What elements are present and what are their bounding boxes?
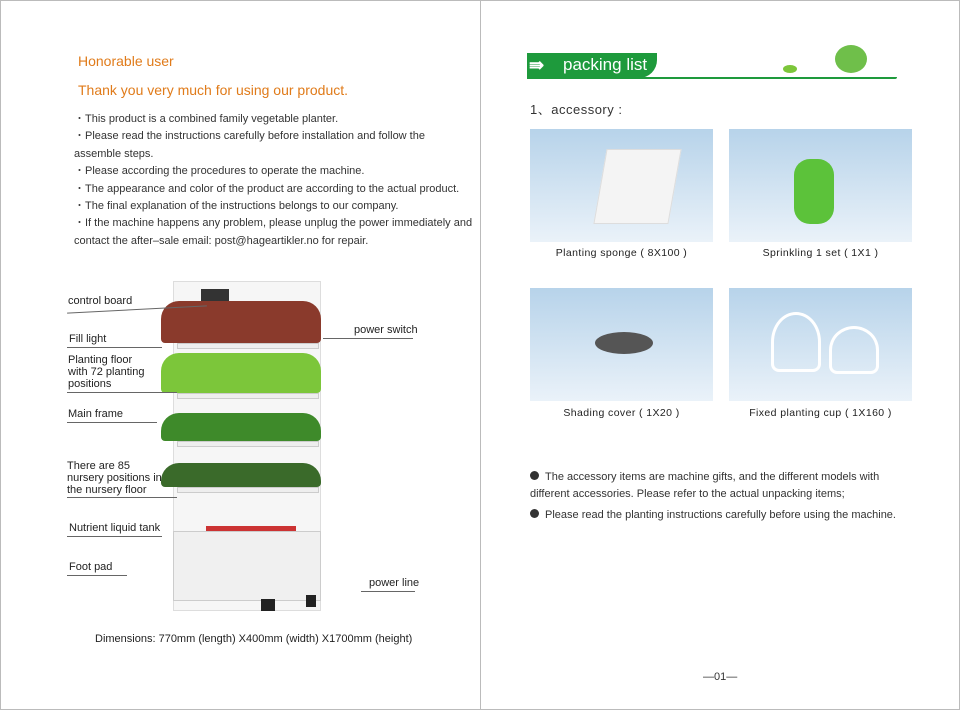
label-main-frame: Main frame (68, 408, 124, 420)
intro-list (74, 111, 474, 250)
intro-item: ・Please read the instructions carefully before installation and follow the assemble steps. (74, 130, 425, 160)
arrow-icon: ⇛ (529, 55, 545, 75)
label-control-board: control board (68, 295, 133, 307)
intro-item: ・The final explanation of the instructions belongs to our company. (74, 200, 399, 213)
thanks-heading: Thank you very much for using our product. (78, 82, 349, 98)
section-title: 1、accessory : (530, 102, 623, 117)
item-caption: Fixed planting cup ( 1X160 ) (749, 407, 892, 419)
packing-list-title: packing list (563, 55, 648, 74)
label-nutrient-tank: Nutrient liquid tank (69, 522, 161, 534)
sprinkler-photo (729, 129, 912, 242)
intro-item: ・This product is a combined family vegetable planter. (74, 113, 339, 125)
intro-item: ・If the machine happens any problem, please unplug the power immediately and contact the after–sale email: post@hageartikler.no for repair. (74, 217, 473, 247)
sponge-photo (530, 129, 713, 242)
page-number: —01— (703, 671, 738, 683)
intro-item: ・The appearance and color of the product are according to the actual product. (74, 182, 460, 195)
intro-item: ・Please according the procedures to operate the machine. (74, 165, 365, 178)
sprout-icon (783, 65, 797, 73)
label-foot-pad: Foot pad (69, 561, 113, 573)
planting-cup-photo (729, 288, 912, 401)
note-item: Please read the planting instructions carefully before using the machine. (530, 507, 910, 524)
greeting: Honorable user (78, 53, 174, 69)
item-caption: Planting sponge ( 8X100 ) (555, 247, 688, 259)
lettuce-icon (835, 45, 867, 73)
item-caption: Sprinkling 1 set ( 1X1 ) (762, 247, 879, 259)
note-item: The accessory items are machine gifts, and the different models with different accessories. Please refer to the actual unpacking items; (530, 471, 880, 500)
item-caption: Shading cover ( 1X20 ) (563, 407, 680, 419)
right-page (480, 0, 960, 710)
label-nursery: There are 85 nursery positions in the nursery floor (67, 460, 162, 496)
label-planting-floor: Planting floor with 72 planting positions (68, 354, 145, 390)
packing-list-banner (527, 53, 899, 79)
label-fill-light: Fill light (69, 333, 107, 345)
label-power-switch: power switch (354, 324, 418, 336)
shading-cover-photo (530, 288, 713, 401)
label-power-line: power line (369, 577, 420, 589)
dimensions: Dimensions: 770mm (length) X400mm (width) X1700mm (height) (95, 633, 413, 645)
